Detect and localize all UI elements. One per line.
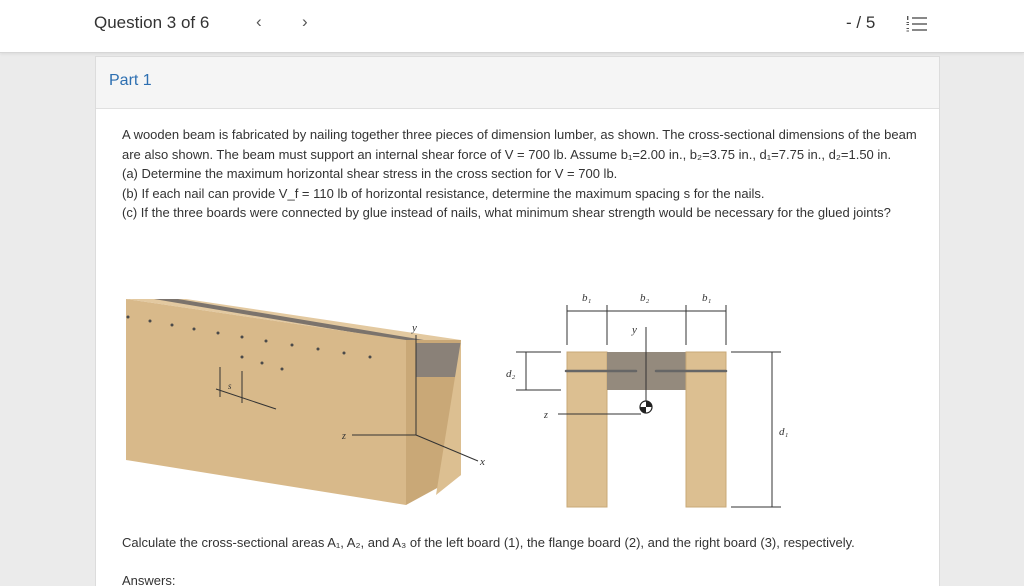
problem-part-a: (a) Determine the maximum horizontal shear stress in the cross section for V = 700 lb. xyxy=(122,166,618,182)
numbered-list-icon[interactable] xyxy=(906,14,928,34)
part-header xyxy=(96,57,939,109)
axis-y-section-label: y xyxy=(632,324,637,336)
beam-3d-illustration xyxy=(126,299,485,505)
answers-label: Answers: xyxy=(122,573,176,586)
dim-b1-right-label: b₁ xyxy=(702,292,712,304)
axis-y-3d-label: y xyxy=(412,322,417,334)
question-counter: Question 3 of 6 xyxy=(94,13,210,32)
dim-b1-left-label: b₁ xyxy=(582,292,592,304)
question-text: Calculate the cross-sectional areas A₁, A₂, and A₃ of the left board (1), the flange board (2), and the right board (3), respectively. xyxy=(122,535,855,550)
part-title: Part 1 xyxy=(109,72,152,89)
axis-z-3d-label: z xyxy=(342,431,346,442)
problem-part-c: (c) If the three boards were connected by glue instead of nails, what minimum shear strength would be necessary for the glued joints? xyxy=(122,205,891,221)
axis-z-section-label: z xyxy=(544,410,548,421)
problem-part-b: (b) If each nail can provide V_f = 110 lb of horizontal resistance, determine the maximum spacing s for the nails. xyxy=(122,185,765,201)
cross-section xyxy=(506,292,789,507)
dim-d2-label: d₂ xyxy=(506,368,516,380)
problem-statement xyxy=(122,125,917,223)
beam-figure xyxy=(116,285,816,530)
previous-question-button[interactable]: ‹ xyxy=(256,12,262,31)
dim-b2-label: b₂ xyxy=(640,292,650,304)
score-display: - / 5 xyxy=(846,13,876,32)
nail-spacing-label: s xyxy=(228,381,232,391)
dim-d1-label: d₁ xyxy=(779,426,789,438)
problem-intro: A wooden beam is fabricated by nailing together three pieces of dimension lumber, as shown. The cross-sectional dimensions of the beam are also shown. The beam must support an internal shear force of V = 700 lb. Assume b₁=2.00 in., b₂=3.75 in., d₁=7.75 in., d₂=1.50 in. xyxy=(122,127,917,162)
top-bar xyxy=(0,0,1024,53)
question-card xyxy=(95,56,940,586)
next-question-button[interactable]: › xyxy=(302,12,308,31)
axis-x-3d-label: x xyxy=(480,456,485,468)
